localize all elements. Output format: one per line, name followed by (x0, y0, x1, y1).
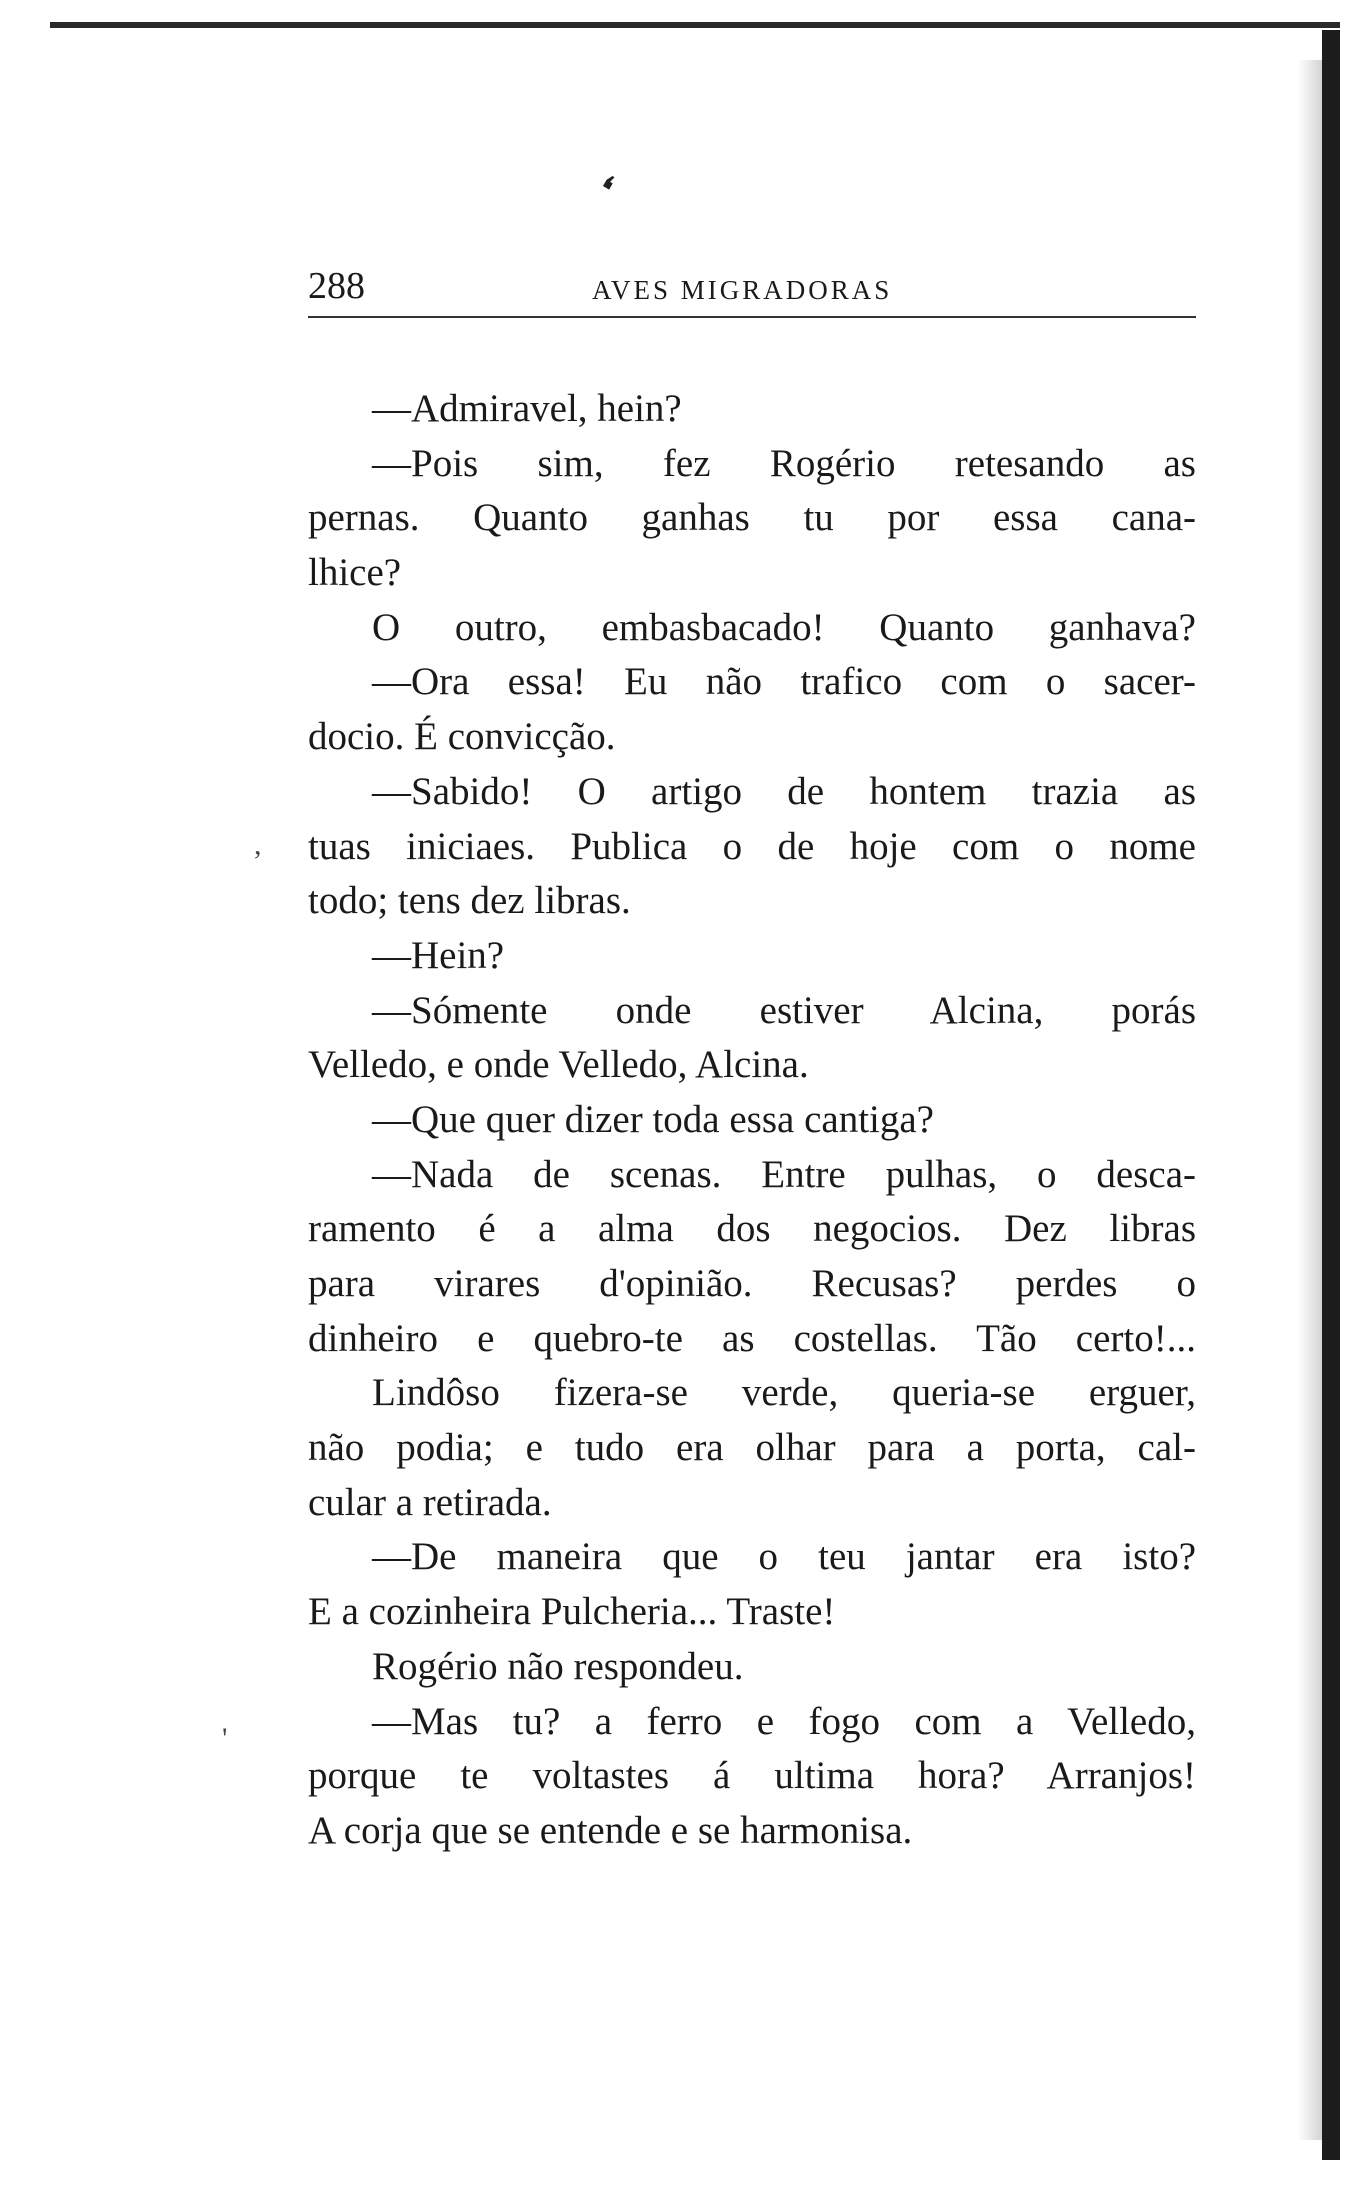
text-line: não podia; e tudo era olhar para a porta, cal- (308, 1426, 1196, 1470)
text-line: todo; tens dez libras. (308, 879, 631, 923)
text-line: porque te voltastes á ultima hora? Arranjos! (308, 1754, 1196, 1798)
text-line: E a cozinheira Pulcheria... Traste! (308, 1590, 836, 1634)
text-line: Velledo, e onde Velledo, Alcina. (308, 1043, 809, 1087)
text-line: lhice? (308, 551, 402, 595)
page-number: 288 (308, 265, 365, 307)
text-line: —De maneira que o teu jantar era isto? (372, 1535, 1196, 1579)
stray-tick-mark: ' (222, 1722, 228, 1755)
text-line: —Mas tu? a ferro e fogo com a Velledo, (372, 1699, 1196, 1743)
text-line: —Hein? (372, 933, 505, 977)
stray-comma-mark: , (254, 828, 262, 861)
text-line: ramento é a alma dos negocios. Dez libras (308, 1207, 1196, 1251)
text-line: cular a retirada. (308, 1480, 552, 1524)
text-line: —Nada de scenas. Entre pulhas, o desca- (372, 1152, 1196, 1196)
text-line: tuas iniciaes. Publica o de hoje com o nome (308, 824, 1196, 868)
page-edge-shadow (1298, 60, 1324, 2140)
text-line: —Ora essa! Eu não trafico com o sacer- (372, 660, 1196, 704)
text-line: —Admiravel, hein? (372, 387, 682, 430)
page-right-edge (1322, 30, 1340, 2160)
text-line: O outro, embasbacado! Quanto ganhava? (372, 605, 1196, 649)
text-line: dinheiro e quebro-te as costellas. Tão certo!... (308, 1316, 1196, 1360)
text-line: —Pois sim, fez Rogério retesando as (372, 441, 1196, 485)
running-title: AVES MIGRADORAS (592, 275, 893, 305)
text-line: —Sómente onde estiver Alcina, porás (372, 988, 1196, 1032)
ink-mark-icon: ❛ (587, 166, 622, 213)
body-text (308, 382, 1196, 1859)
text-line: —Que quer dizer toda essa cantiga? (372, 1097, 934, 1141)
text-line: A corja que se entende e se harmonisa. (308, 1808, 913, 1852)
header-rule (308, 316, 1196, 318)
running-head (308, 262, 1196, 318)
text-line: docio. É convicção. (308, 715, 616, 759)
text-line: pernas. Quanto ganhas tu por essa cana- (308, 496, 1196, 540)
text-line: Rogério não respondeu. (372, 1644, 744, 1688)
text-line: para virares d'opinião. Recusas? perdes o (308, 1262, 1196, 1305)
text-line: —Sabido! O artigo de hontem trazia as (372, 769, 1196, 813)
text-line: Lindôso fizera-se verde, queria-se erguer, (372, 1371, 1196, 1415)
top-border-rule (50, 22, 1340, 28)
